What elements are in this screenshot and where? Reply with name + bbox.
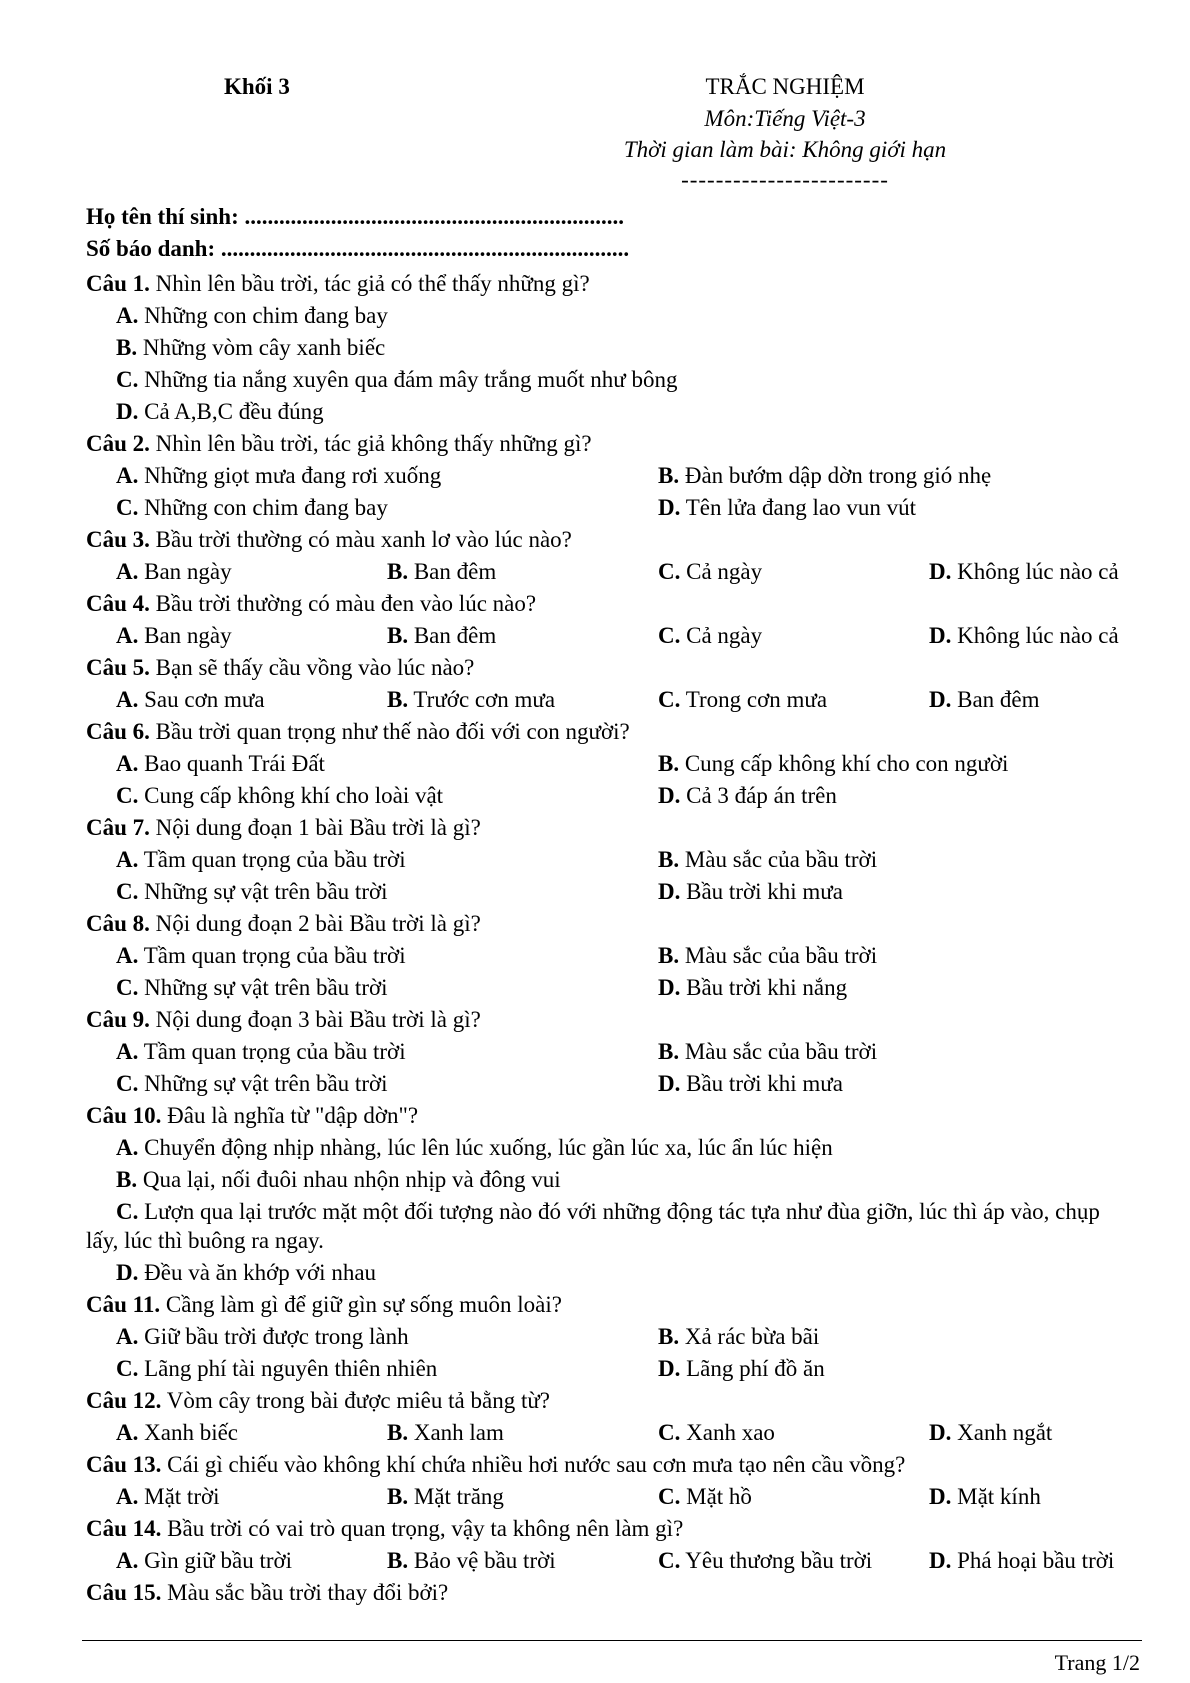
option-text: Những sự vật trên bầu trời (138, 1071, 388, 1096)
answer-option (116, 748, 325, 780)
option-text: Tầm quan trọng của bầu trời (138, 847, 406, 872)
answer-option (658, 1545, 872, 1577)
options-row (86, 876, 1136, 908)
question-stem (86, 652, 1136, 684)
option-text: Mặt kính (951, 1484, 1041, 1509)
answer-option (387, 556, 496, 588)
option-text: Màu sắc của bầu trời (679, 1039, 878, 1064)
option-text: Cả ngày (680, 623, 763, 648)
question-text: Vòm cây trong bài được miêu tả bằng từ? (161, 1388, 551, 1413)
options-row (86, 1481, 1136, 1513)
question-text: Bạn sẽ thấy cầu vồng vào lúc nào? (149, 655, 475, 680)
grade-label: Khối 3 (224, 74, 290, 99)
option-letter: D. (116, 1260, 139, 1285)
option-letter: B. (658, 847, 680, 872)
option-letter: B. (116, 1167, 138, 1192)
question-stem (86, 428, 1136, 460)
option-letter: A. (116, 1039, 139, 1064)
option-text: Phá hoại bầu trời (951, 1548, 1115, 1573)
option-letter: A. (116, 1548, 139, 1573)
option-letter: B. (116, 335, 138, 360)
answer-option (929, 684, 1040, 716)
option-text: Xanh biếc (138, 1420, 239, 1445)
question-number: Câu 9. (86, 1007, 150, 1032)
option-text: Không lúc nào cả (951, 559, 1119, 584)
question-stem (86, 524, 1136, 556)
answer-option (116, 1321, 409, 1353)
option-letter: C. (116, 1199, 139, 1224)
question-stem (86, 1385, 1136, 1417)
answer-option (658, 1417, 775, 1449)
answer-option (658, 844, 877, 876)
option-text: Mặt hồ (680, 1484, 752, 1509)
option-letter: D. (658, 879, 681, 904)
answer-option (116, 1545, 292, 1577)
question-stem (86, 812, 1136, 844)
question-number: Câu 11. (86, 1292, 161, 1317)
option-text: Lãng phí đồ ăn (680, 1356, 825, 1381)
question-stem (86, 588, 1136, 620)
option-letter: D. (658, 495, 681, 520)
option-text: Qua lại, nối đuôi nhau nhộn nhịp và đông vui (137, 1167, 561, 1192)
answer-option (658, 460, 991, 492)
option-text: Những giọt mưa đang rơi xuống (138, 463, 442, 488)
question-number: Câu 3. (86, 527, 150, 552)
question-stem (86, 1004, 1136, 1036)
option-letter: A. (116, 1135, 139, 1160)
option-letter: B. (658, 943, 680, 968)
page-number: Trang 1/2 (1054, 1650, 1140, 1675)
question-text: Cái gì chiếu vào không khí chứa nhiều hơi nước sau cơn mưa tạo nên cầu vồng? (161, 1452, 906, 1477)
answer-option (929, 620, 1119, 652)
question-text: Nhìn lên bầu trời, tác giả có thể thấy những gì? (149, 271, 590, 296)
answer-option (387, 1417, 504, 1449)
options-row (86, 1417, 1136, 1449)
option-letter: D. (929, 559, 952, 584)
options-row (86, 940, 1136, 972)
option-letter: D. (929, 1420, 952, 1445)
option-letter: A. (116, 1420, 139, 1445)
options-row (86, 844, 1136, 876)
option-text: Cung cấp không khí cho con người (679, 751, 1009, 776)
answer-option (387, 1481, 504, 1513)
options-row (86, 332, 1136, 364)
option-text: Giữ bầu trời được trong lành (138, 1324, 409, 1349)
answer-option (116, 780, 443, 812)
option-text: Trước cơn mưa (408, 687, 556, 712)
option-letter: B. (387, 623, 409, 648)
question-text: Nội dung đoạn 1 bài Bầu trời là gì? (149, 815, 481, 840)
question-number: Câu 5. (86, 655, 150, 680)
option-letter: B. (387, 1420, 409, 1445)
question-number: Câu 15. (86, 1580, 162, 1605)
answer-option (658, 1481, 752, 1513)
question-number: Câu 4. (86, 591, 150, 616)
answer-option (116, 556, 232, 588)
question-stem (86, 1100, 1136, 1132)
answer-option (116, 1164, 561, 1196)
answer-option (116, 684, 265, 716)
answer-option (658, 1068, 843, 1100)
answer-option (116, 940, 406, 972)
answer-option (116, 492, 388, 524)
option-text: Đều và ăn khớp với nhau (138, 1260, 377, 1285)
question-stem (86, 268, 1136, 300)
option-text: Chuyển động nhịp nhàng, lúc lên lúc xuống, lúc gần lúc xa, lúc ẩn lúc hiện (138, 1135, 833, 1160)
option-text: Ban đêm (408, 559, 497, 584)
option-letter: A. (116, 623, 139, 648)
answer-option (658, 684, 827, 716)
question-list (86, 268, 1136, 1609)
answer-option (86, 1197, 1136, 1255)
option-text: Những con chim đang bay (138, 303, 388, 328)
answer-option (116, 300, 388, 332)
answer-option (116, 844, 406, 876)
option-text: Tầm quan trọng của bầu trời (138, 1039, 406, 1064)
candidate-name-line: Họ tên thí sinh: .................................................................. (86, 204, 624, 229)
answer-option (116, 1036, 406, 1068)
option-letter: D. (929, 1548, 952, 1573)
option-letter: B. (387, 687, 409, 712)
option-text: Màu sắc của bầu trời (679, 847, 878, 872)
option-text: Đàn bướm dập dờn trong gió nhẹ (679, 463, 992, 488)
option-text: Ban ngày (138, 559, 232, 584)
options-row (86, 1353, 1136, 1385)
option-text: Ban ngày (138, 623, 232, 648)
option-letter: C. (116, 783, 139, 808)
options-row (86, 1068, 1136, 1100)
option-letter: C. (658, 687, 681, 712)
option-letter: A. (116, 303, 139, 328)
option-letter: C. (658, 623, 681, 648)
option-letter: C. (116, 879, 139, 904)
option-text: Lượn qua lại trước mặt một đối tượng nào đó với những động tác tựa như đùa giỡn, lúc thì áp vào, chụp lấy, lúc thì buông ra ngay. (86, 1199, 1100, 1253)
answer-option (929, 1417, 1052, 1449)
option-letter: A. (116, 1484, 139, 1509)
options-row (86, 1321, 1136, 1353)
question-text: Đâu là nghĩa từ "dập dờn"? (161, 1103, 419, 1128)
option-text: Xanh lam (408, 1420, 504, 1445)
option-text: Những vòm cây xanh biếc (137, 335, 386, 360)
question-text: Nhìn lên bầu trời, tác giả không thấy những gì? (149, 431, 592, 456)
option-letter: C. (658, 1420, 681, 1445)
question-text: Bầu trời quan trọng như thế nào đối với con người? (149, 719, 630, 744)
option-text: Cả 3 đáp án trên (680, 783, 837, 808)
option-letter: C. (116, 367, 139, 392)
option-text: Cung cấp không khí cho loài vật (138, 783, 444, 808)
options-row (86, 1545, 1136, 1577)
option-letter: D. (658, 1356, 681, 1381)
candidate-id-line: Số báo danh: ....................................................................... (86, 236, 630, 261)
answer-option (929, 556, 1119, 588)
question-stem (86, 1513, 1136, 1545)
answer-option (658, 1036, 877, 1068)
options-row (86, 1036, 1136, 1068)
question-number: Câu 14. (86, 1516, 162, 1541)
header-separator: ------------------------ (681, 167, 889, 192)
question-text: Bầu trời có vai trò quan trọng, vậy ta không nên làm gì? (161, 1516, 684, 1541)
option-text: Mặt trăng (408, 1484, 504, 1509)
question-number: Câu 12. (86, 1388, 162, 1413)
answer-option (116, 876, 388, 908)
answer-option (658, 620, 762, 652)
answer-option (116, 332, 385, 364)
option-text: Bầu trời khi mưa (680, 879, 843, 904)
option-text: Những sự vật trên bầu trời (138, 975, 388, 1000)
answer-option (658, 780, 837, 812)
options-row (86, 1257, 1136, 1289)
option-text: Những con chim đang bay (138, 495, 388, 520)
answer-option (116, 1353, 437, 1385)
question-stem (86, 1289, 1136, 1321)
answer-option (116, 620, 232, 652)
question-stem (86, 1577, 1136, 1609)
question-stem (86, 716, 1136, 748)
option-text: Sau cơn mưa (138, 687, 265, 712)
option-text: Lãng phí tài nguyên thiên nhiên (138, 1356, 438, 1381)
question-number: Câu 2. (86, 431, 150, 456)
option-text: Bảo vệ bầu trời (408, 1548, 556, 1573)
question-text: Bầu trời thường có màu xanh lơ vào lúc nào? (149, 527, 572, 552)
option-text: Không lúc nào cả (951, 623, 1119, 648)
answer-option (658, 492, 916, 524)
option-letter: A. (116, 751, 139, 776)
answer-option (116, 1481, 220, 1513)
option-letter: C. (658, 1484, 681, 1509)
option-letter: C. (116, 495, 139, 520)
option-letter: B. (658, 751, 680, 776)
question-text: Cầng làm gì để giữ gìn sự sống muôn loài? (160, 1292, 562, 1317)
question-number: Câu 10. (86, 1103, 162, 1128)
options-row (86, 396, 1136, 428)
answer-option (116, 1417, 238, 1449)
options-row (86, 364, 1136, 396)
option-letter: D. (116, 399, 139, 424)
options-row (86, 748, 1136, 780)
option-text: Bao quanh Trái Đất (138, 751, 325, 776)
footer-rule (82, 1640, 1142, 1641)
option-text: Bầu trời khi mưa (680, 1071, 843, 1096)
option-text: Những sự vật trên bầu trời (138, 879, 388, 904)
option-text: Màu sắc của bầu trời (679, 943, 878, 968)
option-letter: C. (116, 1071, 139, 1096)
answer-option (116, 972, 388, 1004)
answer-option (929, 1481, 1041, 1513)
options-row (86, 780, 1136, 812)
option-letter: D. (929, 1484, 952, 1509)
exam-title: TRẮC NGHIỆM (705, 74, 865, 99)
option-text: Mặt trời (138, 1484, 220, 1509)
option-letter: B. (387, 1548, 409, 1573)
options-row (86, 684, 1136, 716)
time-label: Thời gian làm bài: Không giới hạn (623, 137, 947, 162)
option-text: Tên lửa đang lao vun vút (680, 495, 916, 520)
option-text: Trong cơn mưa (680, 687, 828, 712)
answer-option (387, 620, 496, 652)
option-text: Xanh xao (680, 1420, 775, 1445)
question-stem (86, 908, 1136, 940)
options-row (86, 1132, 1136, 1164)
option-letter: C. (658, 1548, 681, 1573)
option-text: Cả A,B,C đều đúng (138, 399, 324, 424)
answer-option (116, 1132, 833, 1164)
option-text: Bầu trời khi nắng (680, 975, 848, 1000)
option-letter: A. (116, 687, 139, 712)
option-text: Yêu thương bầu trời (680, 1548, 873, 1573)
option-letter: A. (116, 1324, 139, 1349)
option-text: Ban đêm (408, 623, 497, 648)
answer-option (658, 556, 762, 588)
option-text: Những tia nắng xuyên qua đám mây trắng muốt như bông (138, 367, 678, 392)
option-letter: B. (658, 1324, 680, 1349)
options-row (86, 492, 1136, 524)
option-letter: C. (116, 1356, 139, 1381)
option-letter: D. (658, 1071, 681, 1096)
answer-option (387, 1545, 556, 1577)
subject-label: Môn:Tiếng Việt-3 (704, 106, 866, 131)
option-letter: D. (929, 687, 952, 712)
question-number: Câu 7. (86, 815, 150, 840)
option-letter: D. (658, 975, 681, 1000)
option-letter: A. (116, 943, 139, 968)
answer-option (387, 684, 555, 716)
option-letter: C. (658, 559, 681, 584)
answer-option (116, 396, 324, 428)
option-letter: B. (387, 559, 409, 584)
options-row (86, 556, 1136, 588)
option-letter: A. (116, 559, 139, 584)
question-text: Bầu trời thường có màu đen vào lúc nào? (149, 591, 537, 616)
question-number: Câu 8. (86, 911, 150, 936)
options-row (86, 460, 1136, 492)
answer-option (658, 1321, 819, 1353)
answer-option (116, 1257, 376, 1289)
answer-option (658, 748, 1008, 780)
answer-option (658, 876, 843, 908)
option-letter: D. (658, 783, 681, 808)
options-row (86, 972, 1136, 1004)
option-letter: D. (929, 623, 952, 648)
options-row (86, 300, 1136, 332)
answer-option (116, 364, 678, 396)
option-text: Gìn giữ bầu trời (138, 1548, 293, 1573)
answer-option (658, 940, 877, 972)
option-text: Xanh ngắt (951, 1420, 1053, 1445)
question-stem (86, 1449, 1136, 1481)
question-text: Màu sắc bầu trời thay đổi bởi? (161, 1580, 449, 1605)
question-number: Câu 1. (86, 271, 150, 296)
option-letter: C. (116, 975, 139, 1000)
option-letter: B. (658, 463, 680, 488)
option-text: Tầm quan trọng của bầu trời (138, 943, 406, 968)
option-letter: B. (658, 1039, 680, 1064)
option-text: Ban đêm (951, 687, 1040, 712)
answer-option (116, 1068, 388, 1100)
options-row (86, 620, 1136, 652)
option-text: Xả rác bừa bãi (679, 1324, 820, 1349)
option-text: Cả ngày (680, 559, 763, 584)
question-text: Nội dung đoạn 2 bài Bầu trời là gì? (149, 911, 481, 936)
answer-option (929, 1545, 1114, 1577)
option-letter: A. (116, 847, 139, 872)
answer-option (116, 460, 441, 492)
question-number: Câu 13. (86, 1452, 162, 1477)
option-letter: B. (387, 1484, 409, 1509)
question-text: Nội dung đoạn 3 bài Bầu trời là gì? (149, 1007, 481, 1032)
question-number: Câu 6. (86, 719, 150, 744)
answer-option (658, 1353, 825, 1385)
options-row (86, 1164, 1136, 1196)
option-letter: A. (116, 463, 139, 488)
answer-option (658, 972, 847, 1004)
